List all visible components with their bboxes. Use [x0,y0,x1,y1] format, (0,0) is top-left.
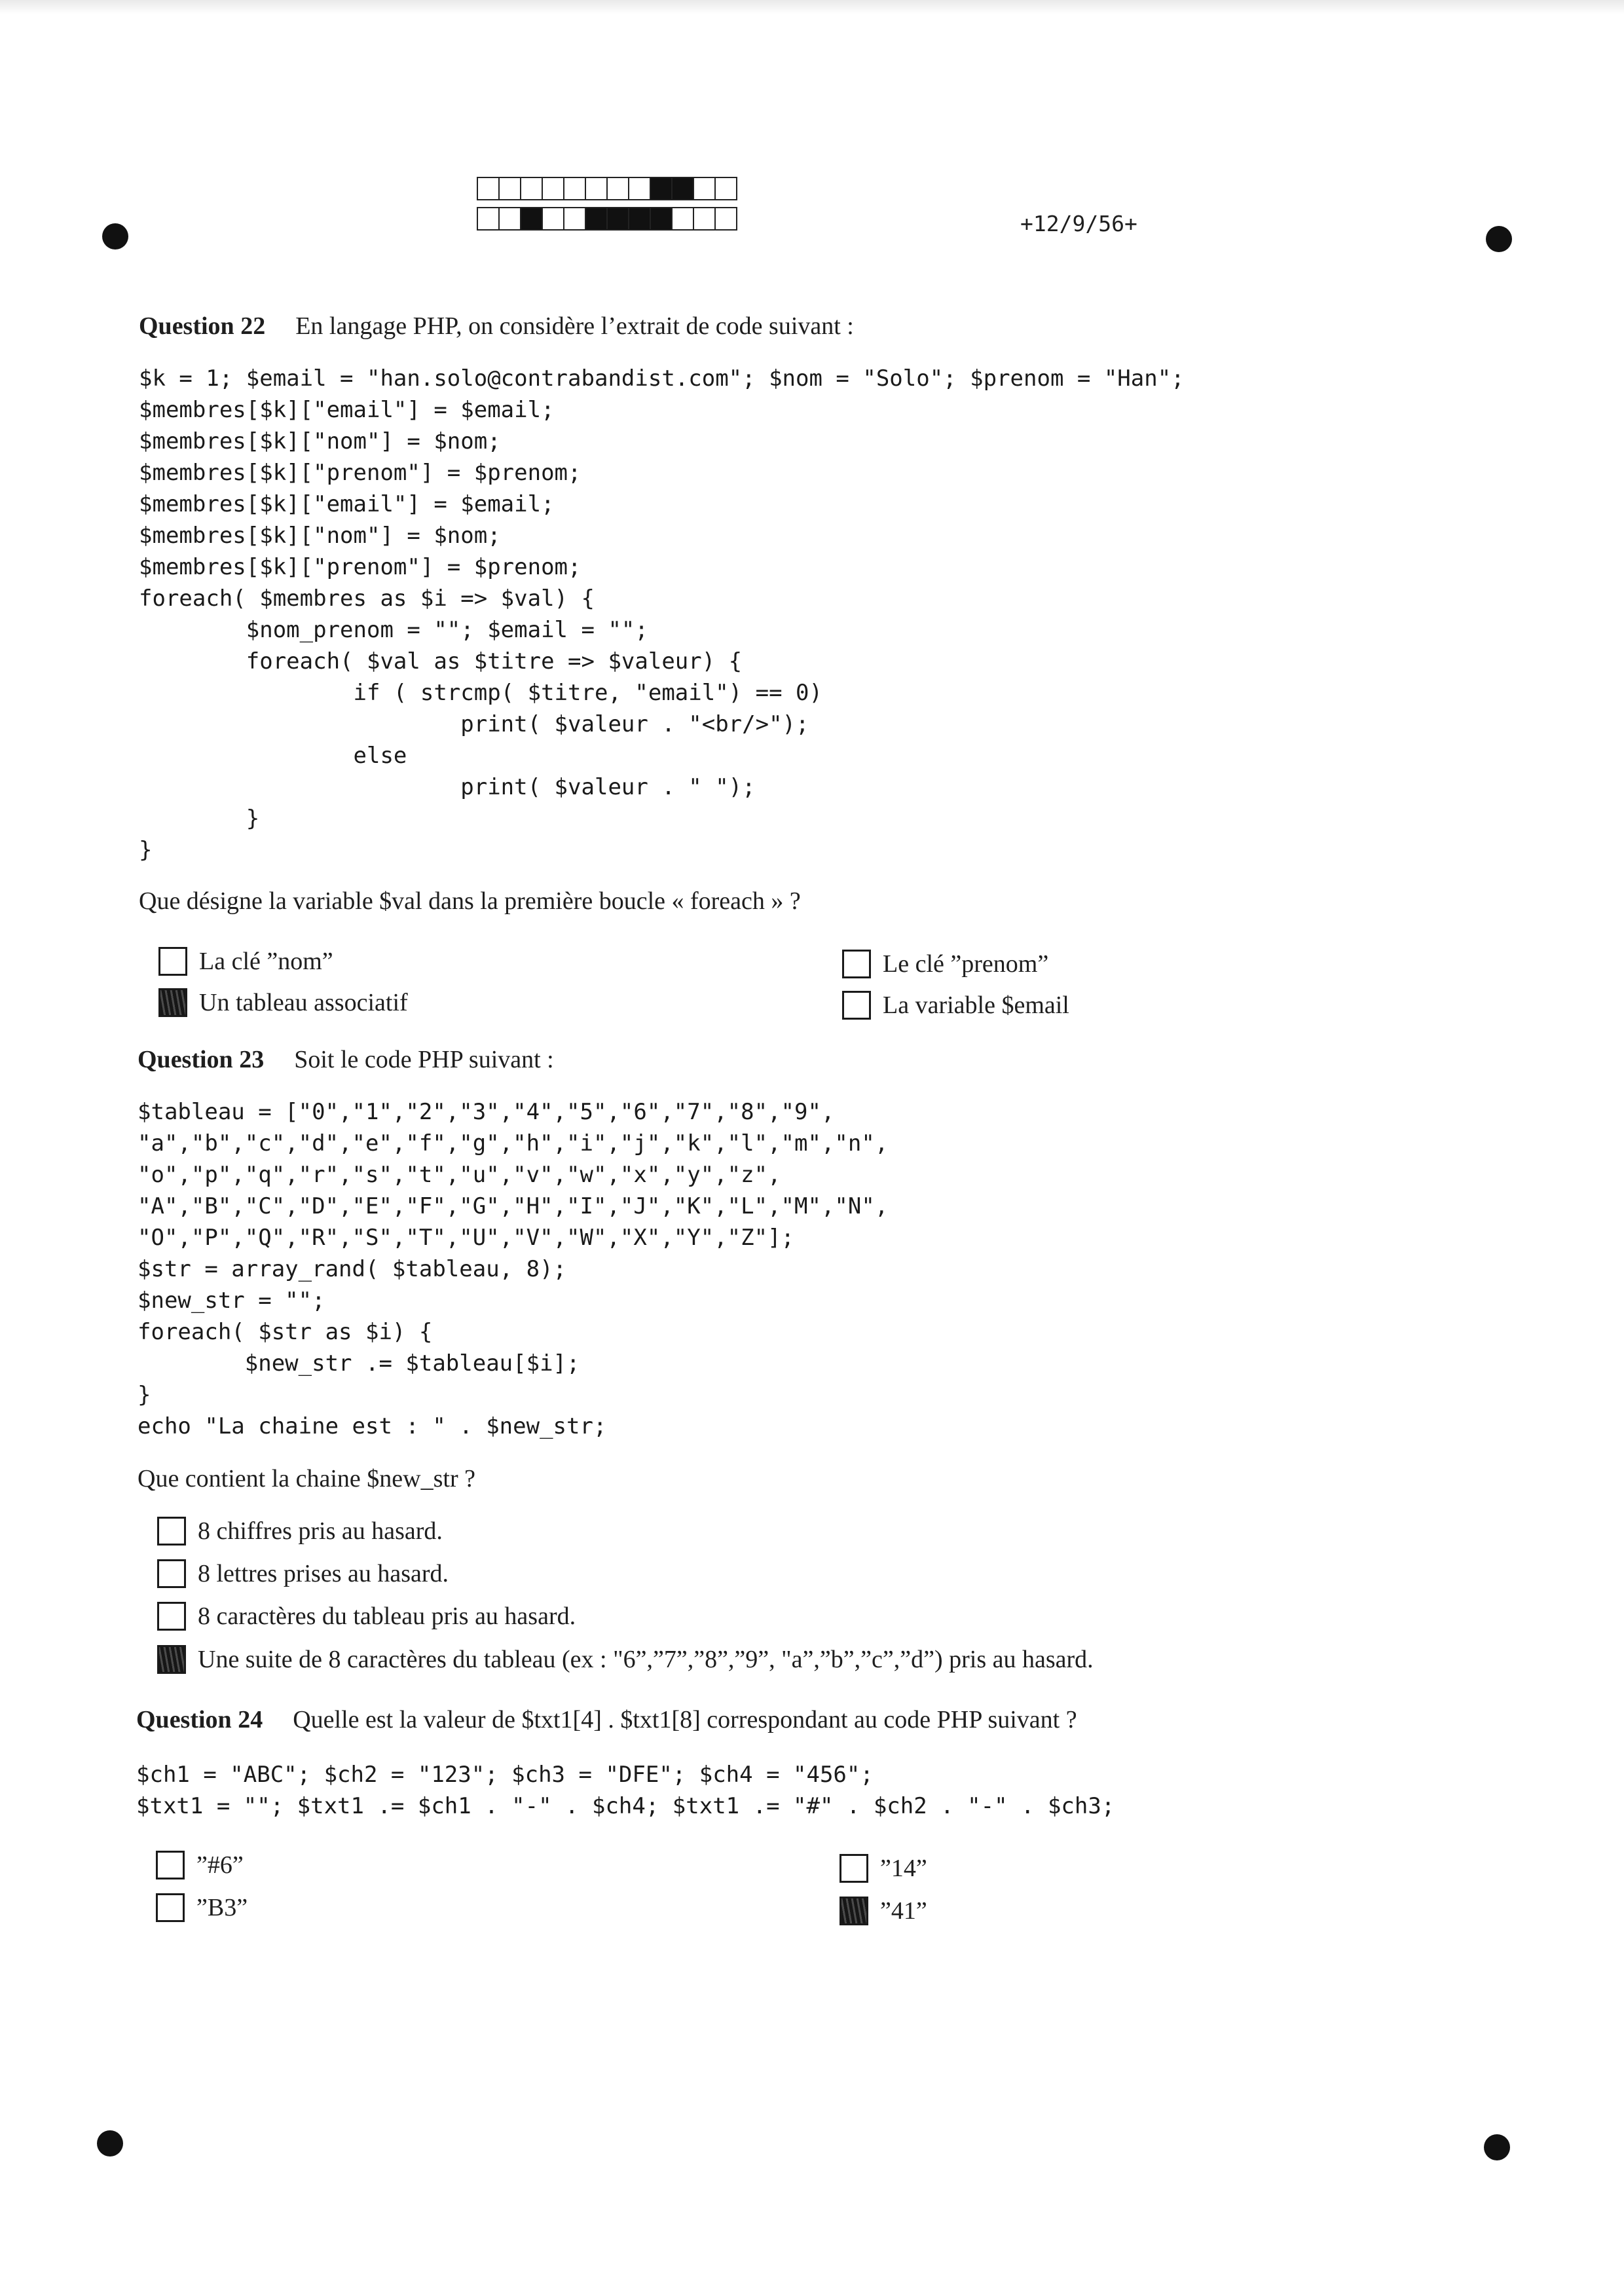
page-id: +12/9/56+ [1020,211,1137,236]
question-23-code: $tableau = ["0","1","2","3","4","5","6","7","8","9", "a","b","c","d","e","f","g","h","i","j","k","l","m","n", "o","p","q","r","s","t","u","v","w","x","y","z", "A","B","C","D","E","F","G","H","I","J","K","L","M","N", "O","P","Q","R","S","T","U","V","W","X","Y","Z"]; $str = array_rand( $tableau, 8); $new_str = ""; foreach( $str as $i) { $new_str .= $tableau[$i]; } echo "La chaine est : " . $new_str; [138,1099,889,1439]
question-text: Soit le code PHP suivant : [294,1046,554,1073]
registration-marker-bottom-left [97,2130,123,2157]
answer-option[interactable] [842,950,1048,978]
question-23-prompt: Que contient la chaine $new_str ? [138,1465,475,1492]
answer-checkbox-checked[interactable] [157,1645,186,1674]
question-24-header [136,1705,1077,1734]
binary-cell-filled [585,207,608,231]
question-text: Quelle est la valeur de $txt1[4] . $txt1[8] correspondant au code PHP suivant ? [293,1706,1077,1733]
answer-checkbox[interactable] [840,1854,868,1883]
answer-label: ”#6” [196,1851,244,1879]
answer-label: ”14” [880,1855,927,1882]
answer-checkbox[interactable] [156,1851,185,1879]
answer-checkbox[interactable] [157,1559,186,1588]
binary-cell-empty [606,177,629,200]
binary-cell-empty [498,177,521,200]
answer-option[interactable] [156,1851,244,1879]
answer-label: 8 lettres prises au hasard. [198,1560,449,1587]
binary-cell-empty [693,177,716,200]
answer-label: 8 chiffres pris au hasard. [198,1517,443,1545]
binary-cell-empty [714,177,737,200]
binary-cell-empty [628,177,651,200]
answer-option[interactable] [842,991,1069,1020]
answer-checkbox[interactable] [842,991,871,1020]
binary-cell-empty [520,177,543,200]
answer-checkbox-checked[interactable] [840,1897,868,1925]
answer-option[interactable] [840,1854,927,1883]
binary-cell-empty [671,207,694,231]
binary-cell-filled [606,207,629,231]
answer-option[interactable] [157,1559,449,1588]
question-number: Question 22 [139,312,266,340]
binary-cell-empty [477,177,500,200]
question-22-code: $k = 1; $email = "han.solo@contrabandist.com"; $nom = "Solo"; $prenom = "Han"; $membres[$k]["email"] = $email; $membres[$k]["nom"] = $nom; $membres[$k]["prenom"] = $prenom; $membres[$k]["email"] = $email; $membres[$k]["nom"] = $nom; $membres[$k]["prenom"] = $prenom; foreach( $membres as $i => $val) { $nom_prenom = ""; $email = ""; foreach( $val as $titre => $valeur) { if ( strcmp( $titre, "email") == 0) print( $valeur . "<br/>"); else print( $valeur . " "); } } [139,365,1185,863]
scan-edge [0,0,1624,14]
answer-checkbox[interactable] [157,1517,186,1546]
question-number: Question 24 [136,1706,263,1733]
binary-code-row-1 [477,177,736,202]
answer-checkbox[interactable] [157,1602,186,1631]
binary-code-row-2 [477,207,736,232]
question-number: Question 23 [138,1046,265,1073]
binary-cell-empty [477,207,500,231]
answer-checkbox-checked[interactable] [158,988,187,1017]
binary-cell-filled [650,207,673,231]
question-23-header [138,1045,554,1074]
binary-cell-empty [542,207,564,231]
answer-option[interactable] [156,1893,248,1922]
binary-cell-empty [542,177,564,200]
binary-cell-filled [650,177,673,200]
answer-label: La clé ”nom” [199,948,333,975]
answer-option[interactable] [158,947,333,976]
binary-cell-filled [671,177,694,200]
question-22-header [139,312,854,341]
binary-cell-empty [693,207,716,231]
question-24-code: $ch1 = "ABC"; $ch2 = "123"; $ch3 = "DFE"; $ch4 = "456"; $txt1 = ""; $txt1 .= $ch1 . "-" . $ch4; $txt1 .= "#" . $ch2 . "-" . $ch3; [136,1762,1115,1819]
answer-checkbox[interactable] [842,950,871,978]
answer-label: La variable $email [883,991,1069,1019]
answer-label: Un tableau associatif [199,989,408,1016]
binary-cell-filled [628,207,651,231]
answer-label: Le clé ”prenom” [883,950,1049,978]
question-text: En langage PHP, on considère l’extrait de code suivant : [295,312,854,340]
binary-cell-empty [563,207,586,231]
registration-marker-top-left [102,223,128,250]
binary-code [477,177,736,237]
answer-option[interactable] [840,1897,927,1925]
registration-marker-bottom-right [1484,2134,1510,2160]
binary-cell-empty [585,177,608,200]
binary-cell-empty [714,207,737,231]
answer-label: Une suite de 8 caractères du tableau (ex : "6”,”7”,”8”,”9”, "a”,”b”,”c”,”d”) pris au hasard. [198,1646,1094,1673]
answer-option[interactable] [157,1602,576,1631]
answer-option[interactable] [157,1645,1094,1674]
answer-label: ”41” [880,1897,927,1925]
answer-label: 8 caractères du tableau pris au hasard. [198,1602,576,1630]
binary-cell-filled [520,207,543,231]
answer-label: ”B3” [196,1894,248,1921]
registration-marker-top-right [1486,226,1512,252]
answer-checkbox[interactable] [158,947,187,976]
binary-cell-empty [563,177,586,200]
answer-option[interactable] [157,1517,443,1546]
answer-checkbox[interactable] [156,1893,185,1922]
binary-cell-empty [498,207,521,231]
question-22-prompt: Que désigne la variable $val dans la première boucle « foreach » ? [139,887,801,915]
answer-option[interactable] [158,988,408,1017]
